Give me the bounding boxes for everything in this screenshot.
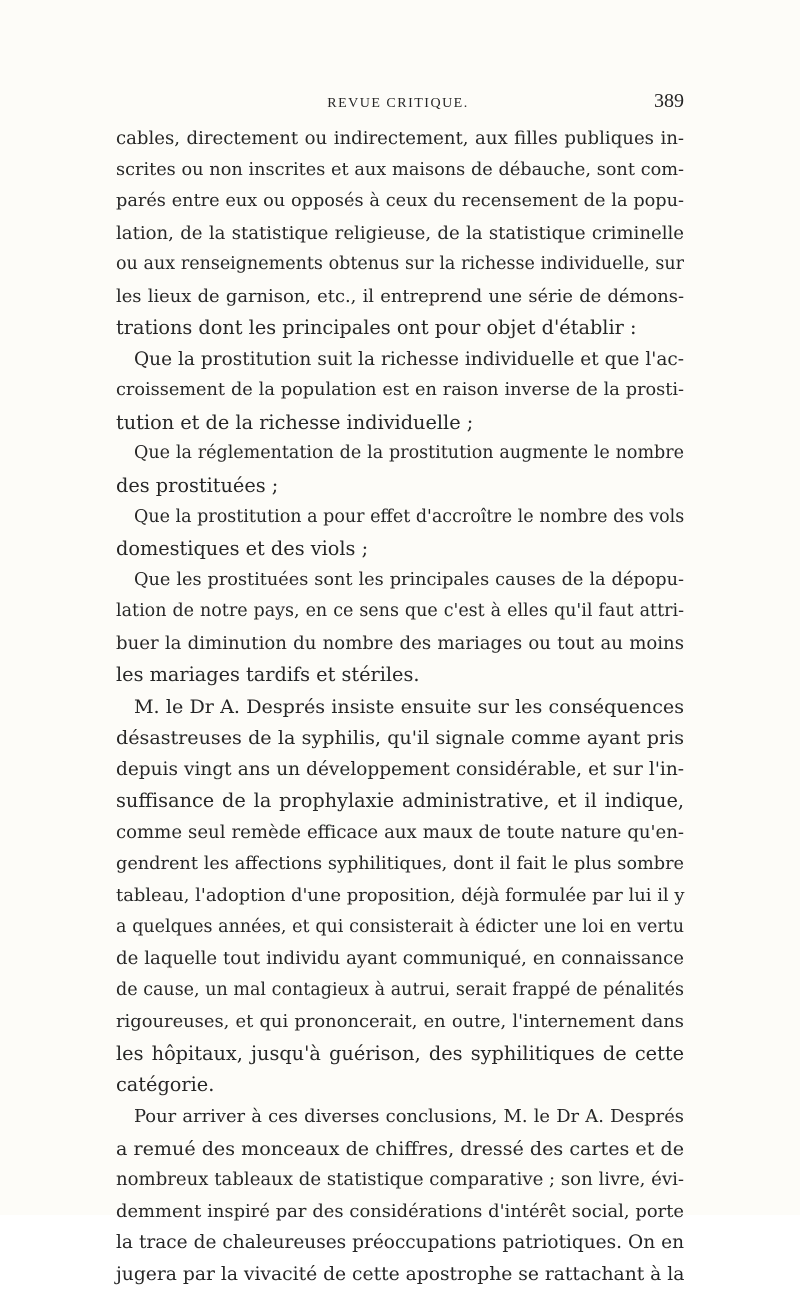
- text-line: cables, directement ou indirectement, aux filles publiques in-: [116, 128, 684, 149]
- text-line: des prostituées ;: [116, 474, 279, 498]
- text-line: lation de notre pays, en ce sens que c'est à elles qu'il faut attri-: [116, 601, 684, 622]
- text-line: suffisance de la prophylaxie administrative, et il indique,: [116, 789, 684, 813]
- text-line: Que les prostituées sont les principales causes de la dépopu-: [134, 569, 684, 590]
- text-line: gendrent les affections syphilitiques, dont il fait le plus sombre: [116, 853, 684, 874]
- running-title: REVUE CRITIQUE.: [327, 96, 469, 111]
- text-line: les hôpitaux, jusqu'à guérison, des syphilitiques de cette: [116, 1041, 684, 1065]
- text-line: jugera par la vivacité de cette apostrophe se rattachant à la: [116, 1263, 685, 1285]
- text-line: croissement de la population est en raison inverse de la prosti-: [116, 380, 684, 401]
- page-number: 389: [654, 90, 684, 112]
- text-line: depuis vingt ans un développement considérable, et sur l'in-: [116, 758, 684, 780]
- text-line: domestiques et des viols ;: [116, 537, 369, 561]
- text-line: catégorie.: [116, 1073, 215, 1097]
- text-line: rigoureuses, et qui prononcerait, en outre, l'internement dans: [116, 1011, 684, 1033]
- text-line: ou aux renseignements obtenus sur la richesse individuelle, sur: [116, 254, 684, 275]
- text-line: Que la prostitution a pour effet d'accroître le nombre des vols: [134, 506, 685, 527]
- text-line: la trace de chaleureuses préoccupations patriotiques. On en: [116, 1232, 684, 1254]
- text-line: de cause, un mal contagieux à autrui, serait frappé de pénalités: [116, 979, 684, 1000]
- text-line: lation, de la statistique religieuse, de la statistique criminelle: [116, 222, 684, 244]
- text-line: les mariages tardifs et stériles.: [116, 663, 420, 687]
- text-line: scrites ou non inscrites et aux maisons de débauche, sont com-: [116, 159, 684, 180]
- text-line: parés entre eux ou opposés à ceux du recensement de la popu-: [116, 191, 684, 212]
- text-line: trations dont les principales ont pour objet d'établir :: [116, 316, 637, 340]
- text-line: a remué des monceaux de chiffres, dressé des cartes et de: [116, 1136, 684, 1160]
- text-line: de laquelle tout individu ayant communiqué, en connaissance: [116, 948, 684, 970]
- text-line: Pour arriver à ces diverses conclusions, M. le Dr A. Després: [134, 1105, 684, 1127]
- text-line: tableau, l'adoption d'une proposition, déjà formulée par lui il y: [116, 885, 685, 907]
- body-text: [116, 123, 684, 1290]
- text-line: buer la diminution du nombre des mariages ou tout au moins: [116, 632, 684, 654]
- text-line: désastreuses de la syphilis, qu'il signale comme ayant pris: [116, 726, 684, 750]
- text-line: M. le Dr A. Després insiste ensuite sur les conséquences: [134, 694, 684, 718]
- text-line: nombreux tableaux de statistique comparative ; son livre, évi-: [116, 1169, 684, 1191]
- text-line: tution et de la richesse individuelle ;: [116, 410, 474, 434]
- text-line: comme seul remède efficace aux maux de toute nature qu'en-: [116, 822, 684, 844]
- page-header: [112, 90, 684, 118]
- text-line: Que la réglementation de la prostitution augmente le nombre: [134, 443, 684, 464]
- text-line: demment inspiré par des considérations d'intérêt social, porte: [116, 1200, 684, 1222]
- text-line: les lieux de garnison, etc., il entreprend une série de démons-: [116, 285, 684, 307]
- text-line: a quelques années, et qui consisterait à édicter une loi en vertu: [116, 916, 684, 937]
- text-line: Que la prostitution suit la richesse individuelle et que l'ac-: [134, 348, 684, 370]
